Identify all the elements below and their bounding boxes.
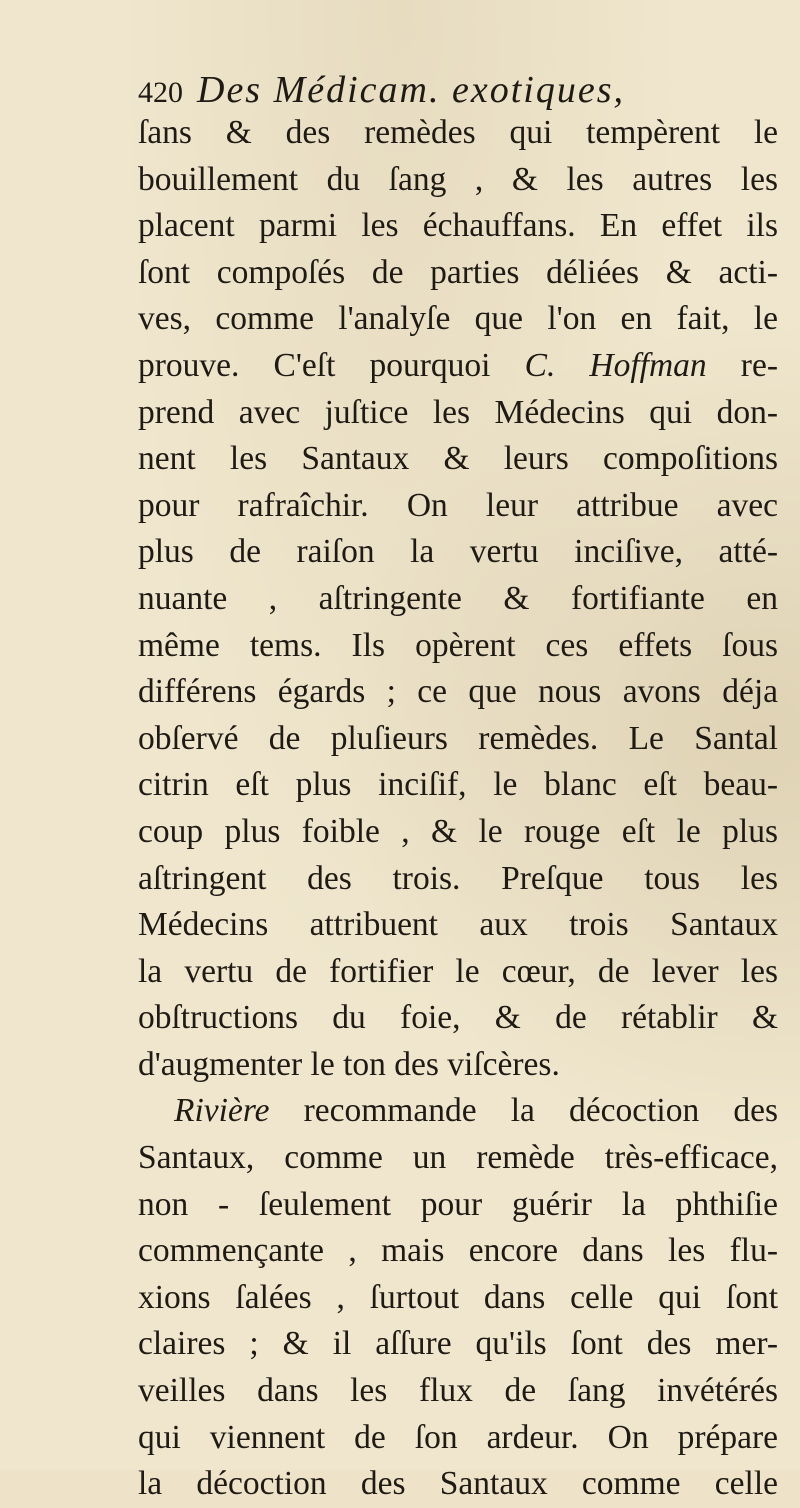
text-line: placent parmi les échauffans. En effet ils (138, 207, 778, 245)
text-line: différens égards ; ce que nous avons déja (138, 673, 778, 711)
text-line: Santaux, comme un remède très-efficace, (138, 1139, 778, 1177)
page-number: 420 (138, 76, 183, 109)
text-line: aſtringent des trois. Preſque tous les (138, 859, 778, 897)
text-line: Rivière recommande la décoction des (174, 1092, 778, 1130)
text-line: la décoction des Santaux comme celle (138, 1465, 778, 1503)
italic-name: C. Hoffman (524, 346, 707, 384)
text-line: veilles dans les flux de ſang invétérés (138, 1372, 778, 1410)
text-line: nuante , aſtringente & fortifiante en (138, 579, 778, 617)
text-line: prouve. C'eſt pourquoi C. Hoffman re- (138, 346, 778, 384)
body-text (138, 110, 778, 1508)
running-title: Des Médicam. exotiques, (197, 69, 625, 111)
text-line: xions ſalées , ſurtout dans celle qui ſont (138, 1278, 778, 1316)
text-line: ves, comme l'analyſe que l'on en fait, le (138, 300, 778, 338)
page-header (138, 66, 768, 114)
text-line: nent les Santaux & leurs compoſitions (138, 440, 778, 478)
text-line: claires ; & il aſſure qu'ils ſont des mer- (138, 1325, 778, 1363)
text-line: pour rafraîchir. On leur attribue avec (138, 486, 778, 524)
text-line: d'augmenter le ton des viſcères. (138, 1045, 560, 1083)
text-line: plus de raiſon la vertu inciſive, atté- (138, 533, 778, 571)
text-line: ſans & des remèdes qui tempèrent le (138, 114, 778, 151)
text-line: coup plus foible , & le rouge eſt le plus (138, 812, 778, 850)
text-line: ſont compoſés de parties déliées & acti- (138, 253, 778, 291)
text-line: bouillement du ſang , & les autres les (138, 160, 778, 198)
text-line: Médecins attribuent aux trois Santaux (138, 906, 778, 944)
text-line: qui viennent de ſon ardeur. On prépare (138, 1418, 778, 1456)
italic-name: Rivière (174, 1092, 270, 1130)
text-line: prend avec juſtice les Médecins qui don- (138, 393, 778, 431)
text-line: commençante , mais encore dans les flu- (138, 1232, 778, 1270)
text-line: citrin eſt plus inciſif, le blanc eſt beau- (138, 766, 778, 804)
text-line: non - ſeulement pour guérir la phthiſie (138, 1185, 778, 1223)
text-line: même tems. Ils opèrent ces effets ſous (138, 626, 778, 664)
text-line: obſtructions du foie, & de rétablir & (138, 999, 778, 1037)
text-line: la vertu de fortifier le cœur, de lever les (138, 952, 778, 990)
text-line: obſervé de pluſieurs remèdes. Le Santal (138, 719, 778, 757)
